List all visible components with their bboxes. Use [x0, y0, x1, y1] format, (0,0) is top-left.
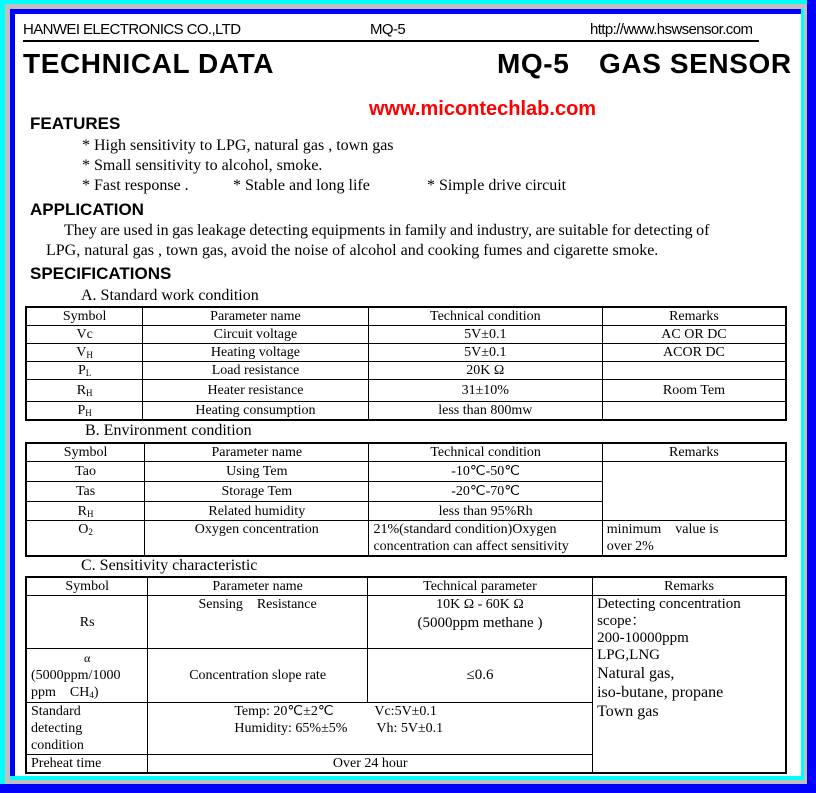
- header-rule: [23, 40, 759, 42]
- technical-cell: 31±10%: [368, 380, 602, 402]
- remarks-cell: [602, 362, 786, 380]
- parameter-cell: Sensing Resistance: [148, 596, 368, 649]
- technical-cell: 20K Ω: [368, 362, 602, 380]
- column-header: Parameter name: [145, 443, 369, 462]
- watermark-url: www.micontechlab.com: [369, 98, 597, 120]
- sensitivity-characteristic-table: [25, 576, 787, 774]
- table-row: [26, 521, 786, 557]
- feature-item: * Simple drive circuit: [427, 177, 567, 194]
- parameter-cell: Heating voltage: [143, 344, 368, 362]
- parameter-cell: Load resistance: [143, 362, 368, 380]
- table-row: [26, 402, 786, 421]
- remarks-cell: [602, 402, 786, 421]
- symbol-cell: $P_L$: [26, 362, 143, 380]
- column-header: Symbol: [26, 443, 145, 462]
- parameter-cell: Heater resistance: [143, 380, 368, 402]
- feature-item: * Stable and long life: [233, 177, 370, 194]
- column-header: Symbol: [26, 577, 148, 596]
- technical-cell: 5V±0.1: [368, 326, 602, 344]
- table-header-row: [26, 443, 786, 462]
- symbol-cell: $R_H$: [26, 502, 145, 521]
- technical-cell: 10K Ω - 60K Ω (5000ppm methane ): [367, 596, 592, 649]
- table-c-title: C. Sensitivity characteristic: [81, 557, 258, 574]
- parameter-cell: Heating consumption: [143, 402, 368, 421]
- preheat-value-cell: Over 24 hour: [148, 755, 593, 774]
- technical-cell: less than 800mw: [368, 402, 602, 421]
- condition-value-cell: Temp: 20℃±2℃ Vc:5V±0.1 Humidity: 65%±5% Vh: 5V±0.1: [148, 703, 593, 755]
- symbol-cell: $O_2$: [26, 521, 145, 557]
- specifications-heading: SPECIFICATIONS: [30, 264, 172, 283]
- header-website-link[interactable]: http://www.hswsensor.com: [590, 21, 753, 38]
- table-header-row: [26, 577, 786, 596]
- technical-cell: 21%(standard condition)Oxygen concentration can affect sensitivity: [369, 521, 602, 557]
- remarks-cell: Room Tem: [602, 380, 786, 402]
- remarks-cell: [602, 462, 786, 521]
- table-row: [26, 344, 786, 362]
- feature-item: * High sensitivity to LPG, natural gas , town gas: [82, 137, 394, 154]
- table-a-title: A. Standard work condition: [81, 287, 259, 304]
- symbol-cell: Tas: [26, 482, 145, 502]
- datasheet-page: [15, 14, 801, 776]
- title-product: GAS SENSOR: [599, 48, 792, 79]
- remarks-cell: minimum value is over 2%: [602, 521, 786, 557]
- symbol-cell: $V_H$: [26, 344, 143, 362]
- remarks-cell: AC OR DC: [602, 326, 786, 344]
- technical-cell: less than 95%Rh: [369, 502, 602, 521]
- title-model: MQ-5: [497, 48, 570, 79]
- table-row: [26, 326, 786, 344]
- column-header: Technical condition: [368, 307, 602, 326]
- frame-right-gray: [804, 4, 807, 783]
- table-header-row: [26, 307, 786, 326]
- technical-cell: ≤0.6: [367, 649, 592, 703]
- technical-cell: -20℃-70℃: [369, 482, 602, 502]
- feature-item: * Small sensitivity to alcohol, smoke.: [82, 157, 323, 174]
- column-header: Technical condition: [369, 443, 602, 462]
- technical-cell: -10℃-50℃: [369, 462, 602, 482]
- frame-bottom-gray: [5, 780, 807, 784]
- parameter-cell: Using Tem: [145, 462, 369, 482]
- parameter-cell: Storage Tem: [145, 482, 369, 502]
- application-text-line-1: They are used in gas leakage detecting equipments in family and industry, are suitable for detecting of: [64, 222, 710, 239]
- column-header: Parameter name: [148, 577, 368, 596]
- symbol-cell: Vc: [26, 326, 143, 344]
- standard-work-condition-table: [25, 306, 787, 421]
- table-row: [26, 462, 786, 482]
- symbol-cell: α (5000ppm/1000 ppm $CH_4$): [26, 649, 148, 703]
- table-row: [26, 380, 786, 402]
- parameter-cell: Oxygen concentration: [145, 521, 369, 557]
- symbol-cell: Rs: [26, 596, 148, 649]
- company-name: HANWEI ELECTRONICS CO.,LTD: [23, 21, 241, 38]
- symbol-cell: $P_H$: [26, 402, 143, 421]
- preheat-label-cell: Preheat time: [26, 755, 148, 774]
- application-heading: APPLICATION: [30, 200, 144, 219]
- feature-item: * Fast response .: [82, 177, 189, 194]
- features-heading: FEATURES: [30, 114, 121, 133]
- column-header: Remarks: [602, 443, 786, 462]
- symbol-cell: Tao: [26, 462, 145, 482]
- column-header: Symbol: [26, 307, 143, 326]
- remarks-cell: Detecting concentration scope： 200-10000ppm LPG,LNG Natural gas, iso-butane, propane Town gas: [593, 596, 786, 774]
- condition-label-cell: Standard detecting condition: [26, 703, 148, 755]
- column-header: Remarks: [602, 307, 786, 326]
- symbol-cell: $R_H$: [26, 380, 143, 402]
- application-text-line-2: LPG, natural gas , town gas, avoid the noise of alcohol and cooking fumes and cigarette smoke.: [46, 242, 659, 259]
- environment-condition-table: [25, 442, 787, 557]
- remarks-cell: ACOR DC: [602, 344, 786, 362]
- column-header: Remarks: [593, 577, 786, 596]
- parameter-cell: Concentration slope rate: [148, 649, 368, 703]
- table-row: [26, 362, 786, 380]
- technical-cell: 5V±0.1: [368, 344, 602, 362]
- parameter-cell: Circuit voltage: [143, 326, 368, 344]
- column-header: Technical parameter: [367, 577, 592, 596]
- table-b-title: B. Environment condition: [85, 422, 252, 439]
- column-header: Parameter name: [143, 307, 368, 326]
- header-model: MQ-5: [370, 21, 406, 38]
- page-title: TECHNICAL DATA: [23, 48, 275, 79]
- table-row: [26, 596, 786, 649]
- parameter-cell: Related humidity: [145, 502, 369, 521]
